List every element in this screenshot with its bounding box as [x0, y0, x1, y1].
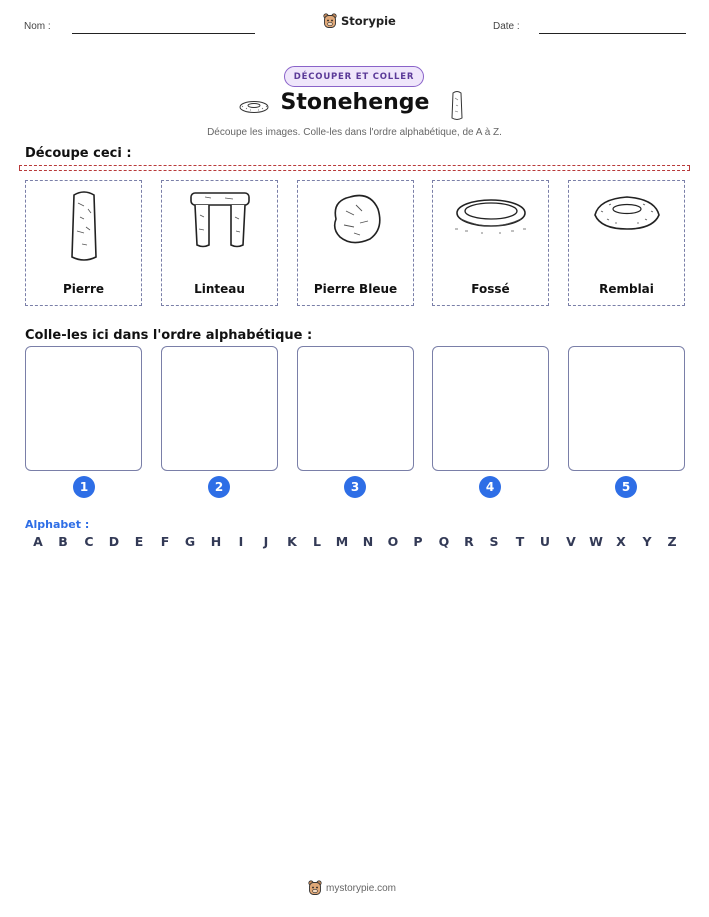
standing-stone-icon — [449, 90, 465, 122]
cut-card-label: Pierre Bleue — [313, 282, 398, 296]
trilithon-icon — [185, 189, 255, 249]
date-line[interactable] — [539, 33, 686, 34]
alphabet-letter-h: H — [210, 534, 222, 549]
cut-card-label: Remblai — [599, 282, 654, 296]
footer — [308, 880, 396, 896]
paste-box-2[interactable] — [161, 346, 278, 471]
alphabet-letter-v: V — [566, 534, 576, 549]
alphabet-letter-c: C — [84, 534, 94, 549]
paste-box-4[interactable] — [432, 346, 549, 471]
activity-badge: DÉCOUPER ET COLLER — [284, 66, 424, 87]
cut-card-label: Linteau — [194, 282, 245, 296]
paste-box-5[interactable] — [568, 346, 685, 471]
brand-name: Storypie — [341, 14, 396, 28]
paste-box-1[interactable] — [25, 346, 142, 471]
alphabet-letter-j: J — [263, 534, 269, 549]
cut-dashed-line — [19, 165, 690, 171]
alphabet-letter-f: F — [160, 534, 170, 549]
brand-logo — [323, 13, 396, 29]
paste-number-5: 5 — [615, 476, 637, 498]
cut-card-linteau[interactable] — [161, 180, 278, 306]
alphabet-letter-u: U — [539, 534, 551, 549]
alphabet-letter-n: N — [362, 534, 374, 549]
earth-bank-icon — [589, 189, 665, 239]
paste-number-1: 1 — [73, 476, 95, 498]
alphabet-letter-i: I — [238, 534, 244, 549]
name-label: Nom : — [24, 21, 51, 32]
paste-number-4: 4 — [479, 476, 501, 498]
alphabet-letter-q: Q — [438, 534, 450, 549]
alphabet-letter-s: S — [489, 534, 499, 549]
instructions-text: Découpe les images. Colle-les dans l'ordre alphabétique, de A à Z. — [207, 127, 502, 138]
alphabet-letter-m: M — [335, 534, 349, 549]
alphabet-letter-y: Y — [642, 534, 652, 549]
cut-card-remblai[interactable] — [568, 180, 685, 306]
alphabet-letter-e: E — [134, 534, 144, 549]
alphabet-title: Alphabet : — [25, 518, 90, 531]
standing-stone-icon — [64, 189, 104, 265]
alphabet-letter-o: O — [387, 534, 399, 549]
boulder-icon — [326, 189, 386, 249]
cut-card-pierre[interactable] — [25, 180, 142, 306]
alphabet-letter-z: Z — [667, 534, 677, 549]
paste-box-3[interactable] — [297, 346, 414, 471]
paste-number-3: 3 — [344, 476, 366, 498]
date-label: Date : — [493, 21, 520, 32]
alphabet-letter-l: L — [313, 534, 321, 549]
alphabet-letter-w: W — [589, 534, 603, 549]
cut-section-heading: Découpe ceci : — [25, 146, 132, 161]
alphabet-letter-p: P — [413, 534, 423, 549]
alphabet-letter-k: K — [287, 534, 297, 549]
cut-card-pierre-bleue[interactable] — [297, 180, 414, 306]
paste-number-2: 2 — [208, 476, 230, 498]
cut-card-label: Pierre — [62, 282, 105, 296]
paste-section-heading: Colle-les ici dans l'ordre alphabétique : — [25, 328, 313, 343]
cut-card-label: Fossé — [471, 282, 510, 296]
footer-url[interactable]: mystorypie.com — [326, 882, 397, 894]
bear-logo-icon — [323, 13, 337, 29]
alphabet-letter-x: X — [616, 534, 626, 549]
alphabet-letter-b: B — [58, 534, 68, 549]
alphabet-letter-a: A — [33, 534, 43, 549]
alphabet-letter-t: T — [515, 534, 525, 549]
ring-ditch-icon — [451, 189, 531, 239]
cut-card-fosse[interactable] — [432, 180, 549, 306]
bear-logo-icon — [308, 880, 322, 896]
alphabet-letter-d: D — [108, 534, 120, 549]
name-line[interactable] — [72, 33, 255, 34]
page-title: Stonehenge — [280, 90, 430, 115]
alphabet-letter-g: G — [184, 534, 196, 549]
alphabet-letter-r: R — [464, 534, 474, 549]
